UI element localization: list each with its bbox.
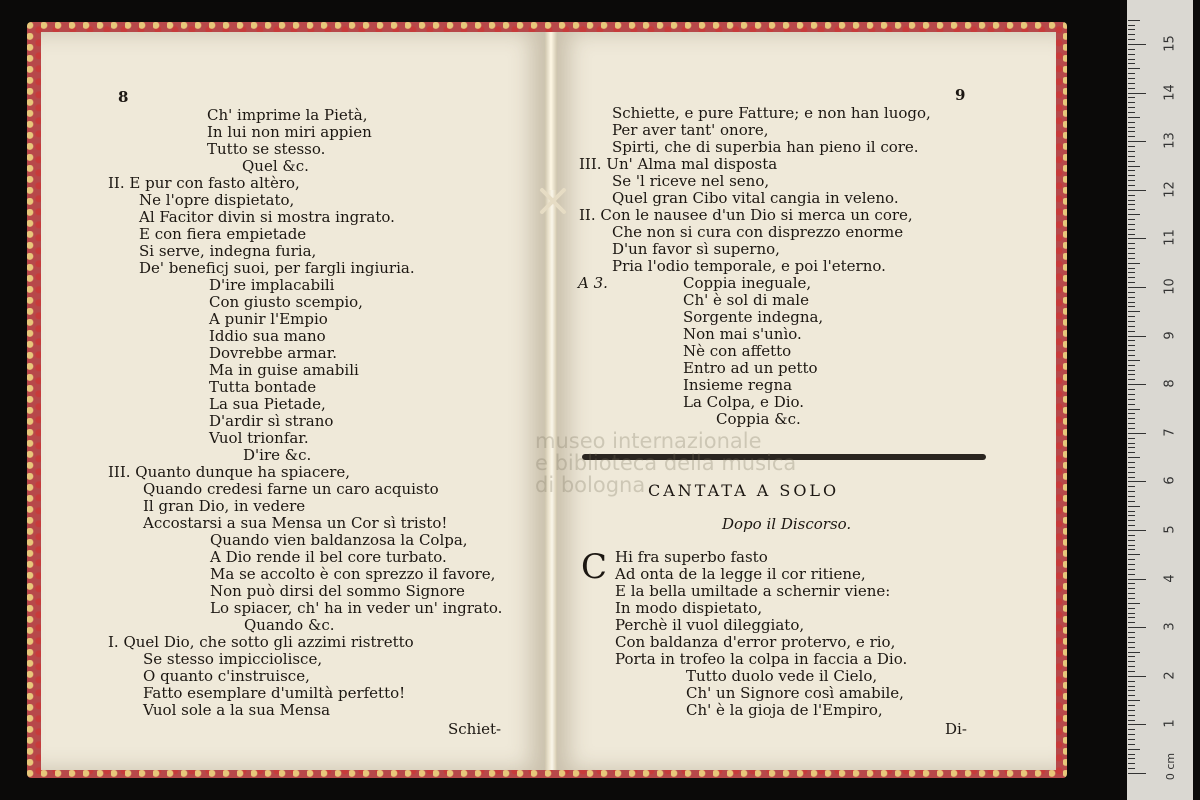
ruler-tick: [1128, 598, 1135, 599]
ruler-label: 15: [1162, 35, 1178, 52]
ruler-tick: [1128, 326, 1135, 327]
ruler-tick: [1128, 491, 1135, 492]
ruler-tick: [1128, 102, 1135, 103]
text-line: Coppia &c.: [716, 410, 801, 428]
text-line: Insieme regna: [683, 376, 793, 394]
ruler-tick: [1128, 511, 1135, 512]
ruler-tick: [1128, 617, 1135, 618]
verse-line: Perchè il vuol dileggiato,: [615, 616, 805, 634]
ruler-tick: [1128, 768, 1135, 769]
ruler-tick: [1128, 647, 1135, 648]
ruler-tick: [1128, 540, 1135, 541]
ruler-tick: [1128, 73, 1135, 74]
ruler-tick: [1128, 287, 1146, 288]
ruler-tick: [1128, 695, 1135, 696]
ruler-label: 12: [1162, 181, 1178, 198]
ruler-tick: [1128, 374, 1135, 375]
ruler-tick: [1128, 724, 1146, 725]
text-line: Ch' è sol di male: [683, 291, 809, 309]
text-line: Ma se accolto è con sprezzo il favore,: [210, 565, 496, 583]
ruler-tick: [1128, 316, 1135, 317]
ruler-tick: [1128, 734, 1135, 735]
ruler-tick: [1128, 520, 1135, 521]
ruler-tick: [1128, 248, 1135, 249]
ruler-tick: [1128, 622, 1135, 623]
ruler-tick: [1128, 107, 1135, 108]
ruler-label: 8: [1162, 379, 1178, 388]
ruler-tick: [1128, 676, 1146, 677]
ruler-tick: [1128, 642, 1135, 643]
ruler-tick: [1128, 749, 1140, 750]
ruler-tick: [1128, 477, 1135, 478]
text-line: Pria l'odio temporale, e poi l'eterno.: [612, 257, 886, 275]
text-line: Ch' imprime la Pietà,: [207, 106, 368, 124]
ruler-tick: [1128, 404, 1135, 405]
ruler-tick: [1128, 156, 1135, 157]
ruler-tick: [1128, 185, 1135, 186]
ruler-unit: 0 cm: [1164, 752, 1178, 781]
ruler-tick: [1128, 379, 1135, 380]
drop-cap: C: [581, 547, 608, 587]
left-catchword: Schiet-: [448, 720, 502, 738]
text-line: Tutto se stesso.: [207, 140, 326, 158]
text-line: Ne l'opre dispietato,: [139, 191, 295, 209]
ruler-tick: [1128, 773, 1146, 774]
text-line: Se 'l riceve nel seno,: [612, 172, 770, 190]
ruler-tick: [1128, 302, 1135, 303]
text-line: Lo spiacer, ch' ha in veder un' ingrato.: [210, 599, 503, 617]
text-line: Coppia ineguale,: [683, 274, 812, 292]
ruler-tick: [1128, 549, 1135, 550]
ruler-tick: [1128, 25, 1135, 26]
ruler-tick: [1128, 399, 1135, 400]
ruler-tick: [1128, 170, 1135, 171]
text-line: D'ire implacabili: [209, 276, 335, 294]
text-line: Accostarsi a sua Mensa un Cor sì tristo!: [143, 514, 448, 532]
ruler-label: 13: [1162, 132, 1178, 149]
text-line: La sua Pietade,: [209, 395, 326, 413]
ruler-tick: [1128, 209, 1135, 210]
verse-line: Tutto duolo vede il Cielo,: [686, 667, 878, 685]
ruler-tick: [1128, 54, 1135, 55]
ruler-tick: [1128, 83, 1135, 84]
text-line: A 3.: [578, 274, 608, 292]
ruler-label: 10: [1162, 278, 1178, 295]
text-line: D'un favor sì superno,: [612, 240, 780, 258]
ruler-tick: [1128, 136, 1135, 137]
ruler-tick: [1128, 350, 1135, 351]
ruler-tick: [1128, 763, 1135, 764]
ruler-tick: [1128, 496, 1135, 497]
ruler-tick: [1128, 277, 1135, 278]
ruler-label: 2: [1162, 671, 1178, 680]
right-page-number: 9: [955, 86, 966, 104]
ruler-tick: [1128, 588, 1135, 589]
text-line: Quando &c.: [244, 616, 335, 634]
ruler-tick: [1128, 467, 1135, 468]
text-line: Al Facitor divin si mostra ingrato.: [139, 208, 395, 226]
ruler-tick: [1128, 729, 1135, 730]
ruler-tick: [1128, 423, 1135, 424]
ruler-tick: [1128, 258, 1135, 259]
ruler-tick: [1128, 564, 1135, 565]
ruler-tick: [1128, 486, 1135, 487]
verse-line: E la bella umiltade a schernir viene:: [615, 582, 891, 600]
ruler-tick: [1128, 88, 1135, 89]
ruler-tick: [1128, 545, 1135, 546]
text-line: E con fiera empietade: [139, 225, 307, 243]
ruler-tick: [1128, 758, 1135, 759]
ruler-tick: [1128, 190, 1146, 191]
ruler-tick: [1128, 49, 1135, 50]
text-line: Quando credesi farne un caro acquisto: [143, 480, 439, 498]
ruler-tick: [1128, 530, 1146, 531]
verse-line: Ch' è la gioja de l'Empiro,: [686, 701, 883, 719]
ruler-tick: [1128, 321, 1135, 322]
ruler-tick: [1128, 229, 1135, 230]
ruler-tick: [1128, 268, 1135, 269]
text-line: Quel gran Cibo vital cangia in veleno.: [612, 189, 899, 207]
ruler-tick: [1128, 443, 1135, 444]
ruler-tick: [1128, 117, 1140, 118]
text-line: Vuol sole a la sua Mensa: [143, 701, 331, 719]
ruler-tick: [1128, 535, 1135, 536]
ruler-tick: [1128, 97, 1135, 98]
ruler-tick: [1128, 122, 1135, 123]
ruler-tick: [1128, 272, 1135, 273]
text-line: III. Un' Alma mal disposta: [579, 155, 778, 173]
ruler-tick: [1128, 637, 1135, 638]
ruler-tick: [1128, 93, 1146, 94]
ruler-tick: [1128, 462, 1135, 463]
ruler-tick: [1128, 151, 1135, 152]
verse-line: Porta in trofeo la colpa in faccia a Dio.: [615, 650, 908, 668]
text-line: Fatto esemplare d'umiltà perfetto!: [143, 684, 406, 702]
ruler-tick: [1128, 200, 1135, 201]
ruler-tick: [1128, 574, 1135, 575]
ruler-tick: [1128, 146, 1135, 147]
text-line: Iddio sua mano: [209, 327, 326, 345]
ruler-tick: [1128, 306, 1135, 307]
text-line: De' beneficj suoi, per fargli ingiuria.: [139, 259, 415, 277]
ruler-label: 6: [1162, 476, 1178, 486]
ruler-tick: [1128, 652, 1140, 653]
ruler-tick: [1128, 720, 1135, 721]
ruler-tick: [1128, 263, 1140, 264]
ruler-tick: [1128, 457, 1140, 458]
text-line: Vuol trionfar.: [209, 429, 309, 447]
ruler-tick: [1128, 710, 1135, 711]
text-line: Si serve, indegna furia,: [139, 242, 317, 260]
ruler-label: 3: [1162, 622, 1178, 631]
text-line: La Colpa, e Dio.: [683, 393, 805, 411]
ruler-tick: [1128, 127, 1135, 128]
verse-line: Hi fra superbo fasto: [615, 548, 768, 566]
ruler-tick: [1128, 433, 1146, 434]
ruler-tick: [1128, 394, 1135, 395]
watermark-line: museo internazionale: [535, 429, 762, 453]
ruler-tick: [1128, 331, 1135, 332]
ruler-tick: [1128, 39, 1135, 40]
text-line: Se stesso impicciolisce,: [143, 650, 323, 668]
text-line: Con giusto scempio,: [209, 293, 363, 311]
ruler-label: 9: [1162, 330, 1178, 340]
ruler-tick: [1128, 506, 1140, 507]
ruler-tick: [1128, 20, 1140, 21]
ruler-tick: [1128, 515, 1135, 516]
ruler-label: 5: [1162, 525, 1178, 534]
text-line: Entro ad un petto: [683, 359, 818, 377]
ruler-tick: [1128, 360, 1140, 361]
ruler-tick: [1128, 253, 1135, 254]
ruler-tick: [1128, 384, 1146, 385]
ruler-tick: [1128, 204, 1135, 205]
ruler-tick: [1128, 661, 1135, 662]
watermark-line: di bologna: [535, 473, 646, 498]
text-line: A Dio rende il bel core turbato.: [210, 548, 447, 566]
ruler-tick: [1128, 603, 1140, 604]
ruler-label: 4: [1162, 573, 1178, 583]
ruler-tick: [1128, 44, 1146, 45]
ruler-tick: [1128, 739, 1135, 740]
verse-line: Con baldanza d'error protervo, e rio,: [615, 633, 896, 651]
text-line: Il gran Dio, in vedere: [143, 497, 306, 515]
ruler-tick: [1128, 501, 1135, 502]
text-line: Non può dirsi del sommo Signore: [210, 582, 465, 600]
ruler-tick: [1128, 195, 1135, 196]
ruler-tick: [1128, 715, 1135, 716]
ruler-tick: [1128, 413, 1135, 414]
ruler-label: 14: [1162, 83, 1178, 101]
ruler-tick: [1128, 336, 1146, 337]
ruler-tick: [1128, 282, 1135, 283]
ruler-tick: [1128, 569, 1135, 570]
text-line: Quel &c.: [242, 157, 309, 175]
ruler-tick: [1128, 481, 1146, 482]
ruler-tick: [1128, 59, 1135, 60]
section-title: CANTATA A SOLO: [648, 481, 840, 500]
ruler-tick: [1128, 68, 1140, 69]
text-line: Ma in guise amabili: [209, 361, 359, 379]
ruler-tick: [1128, 690, 1135, 691]
text-line: Nè con affetto: [683, 342, 792, 360]
measuring-ruler: [1127, 0, 1193, 800]
ruler-tick: [1128, 671, 1135, 672]
verse-line: Ch' un Signore così amabile,: [686, 684, 904, 702]
ruler-tick: [1128, 656, 1135, 657]
ruler-tick: [1128, 613, 1135, 614]
ruler-tick: [1128, 175, 1135, 176]
ruler-tick: [1128, 686, 1135, 687]
ruler-tick: [1128, 112, 1135, 113]
ruler-label: 1: [1162, 719, 1178, 729]
ruler-tick: [1128, 345, 1135, 346]
text-line: Sorgente indegna,: [683, 308, 824, 326]
ruler-tick: [1128, 355, 1135, 356]
text-line: II. Con le nausee d'un Dio si merca un core,: [579, 206, 913, 224]
ruler-tick: [1128, 161, 1135, 162]
ruler-tick: [1128, 297, 1135, 298]
watermark: [535, 430, 796, 496]
text-line: D'ardir sì strano: [209, 412, 334, 430]
text-line: Schiette, e pure Fatture; e non han luogo,: [612, 104, 931, 122]
text-line: II. E pur con fasto altèro,: [108, 174, 300, 192]
text-line: Spirti, che di superbia han pieno il core.: [612, 138, 919, 156]
text-line: Che non si cura con disprezzo enorme: [612, 223, 904, 241]
ruler-tick: [1128, 700, 1140, 701]
ruler-tick: [1128, 593, 1135, 594]
ruler-tick: [1128, 219, 1135, 220]
ruler-tick: [1128, 472, 1135, 473]
ruler-tick: [1128, 754, 1135, 755]
ruler-tick: [1128, 608, 1135, 609]
ruler-tick: [1128, 224, 1135, 225]
right-catchword: Di-: [945, 720, 967, 738]
verse-line: In modo dispietato,: [615, 599, 763, 617]
ruler-tick: [1128, 389, 1135, 390]
ruler-tick: [1128, 243, 1135, 244]
ruler-tick: [1128, 428, 1135, 429]
watermark-line: e biblioteca della musica: [535, 451, 797, 476]
ruler-tick: [1128, 292, 1135, 293]
ruler-label: 11: [1162, 229, 1178, 247]
ruler-tick: [1128, 131, 1135, 132]
text-line: I. Quel Dio, che sotto gli azzimi ristretto: [108, 633, 414, 651]
ruler-tick: [1128, 452, 1135, 453]
ruler-tick: [1128, 78, 1135, 79]
ruler-tick: [1128, 311, 1140, 312]
ruler-tick: [1128, 180, 1135, 181]
ruler-tick: [1128, 409, 1140, 410]
text-line: A punir l'Empio: [209, 310, 328, 328]
ruler-tick: [1128, 559, 1135, 560]
ruler-tick: [1128, 744, 1135, 745]
ruler-tick: [1128, 554, 1140, 555]
ruler-tick: [1128, 681, 1135, 682]
ruler-tick: [1128, 627, 1146, 628]
ruler-tick: [1128, 525, 1135, 526]
ruler-label: 7: [1162, 428, 1178, 437]
ruler-tick: [1128, 583, 1135, 584]
left-page-number: 8: [118, 88, 129, 106]
text-line: O quanto c'instruisce,: [143, 667, 310, 685]
ruler-tick: [1128, 666, 1135, 667]
text-line: Quando vien baldanzosa la Colpa,: [210, 531, 468, 549]
ruler-tick: [1128, 29, 1135, 30]
text-line: Non mai s'unìo.: [683, 325, 802, 343]
ruler-tick: [1128, 234, 1135, 235]
verse-line: Ad onta de la legge il cor ritiene,: [615, 565, 866, 583]
ruler-tick: [1128, 438, 1135, 439]
text-line: Tutta bontade: [209, 378, 317, 396]
text-line: Per aver tant' onore,: [612, 121, 769, 139]
ruler-tick: [1128, 447, 1135, 448]
text-line: In lui non miri appien: [207, 123, 372, 141]
ruler-tick: [1128, 166, 1140, 167]
ruler-tick: [1128, 238, 1146, 239]
ruler-tick: [1128, 705, 1135, 706]
ruler-tick: [1128, 340, 1135, 341]
ruler-tick: [1128, 365, 1135, 366]
ruler-tick: [1128, 214, 1140, 215]
text-line: Dovrebbe armar.: [209, 344, 337, 362]
ruler-tick: [1128, 370, 1135, 371]
ruler-tick: [1128, 141, 1146, 142]
ruler-tick: [1128, 63, 1135, 64]
binding-knot: [538, 186, 568, 216]
section-subtitle: Dopo il Discorso.: [722, 515, 852, 533]
text-line: III. Quanto dunque ha spiacere,: [108, 463, 351, 481]
text-line: D'ire &c.: [243, 446, 312, 464]
ruler-tick: [1128, 632, 1135, 633]
ruler-tick: [1128, 579, 1146, 580]
ruler-tick: [1128, 418, 1135, 419]
ruler-tick: [1128, 34, 1135, 35]
